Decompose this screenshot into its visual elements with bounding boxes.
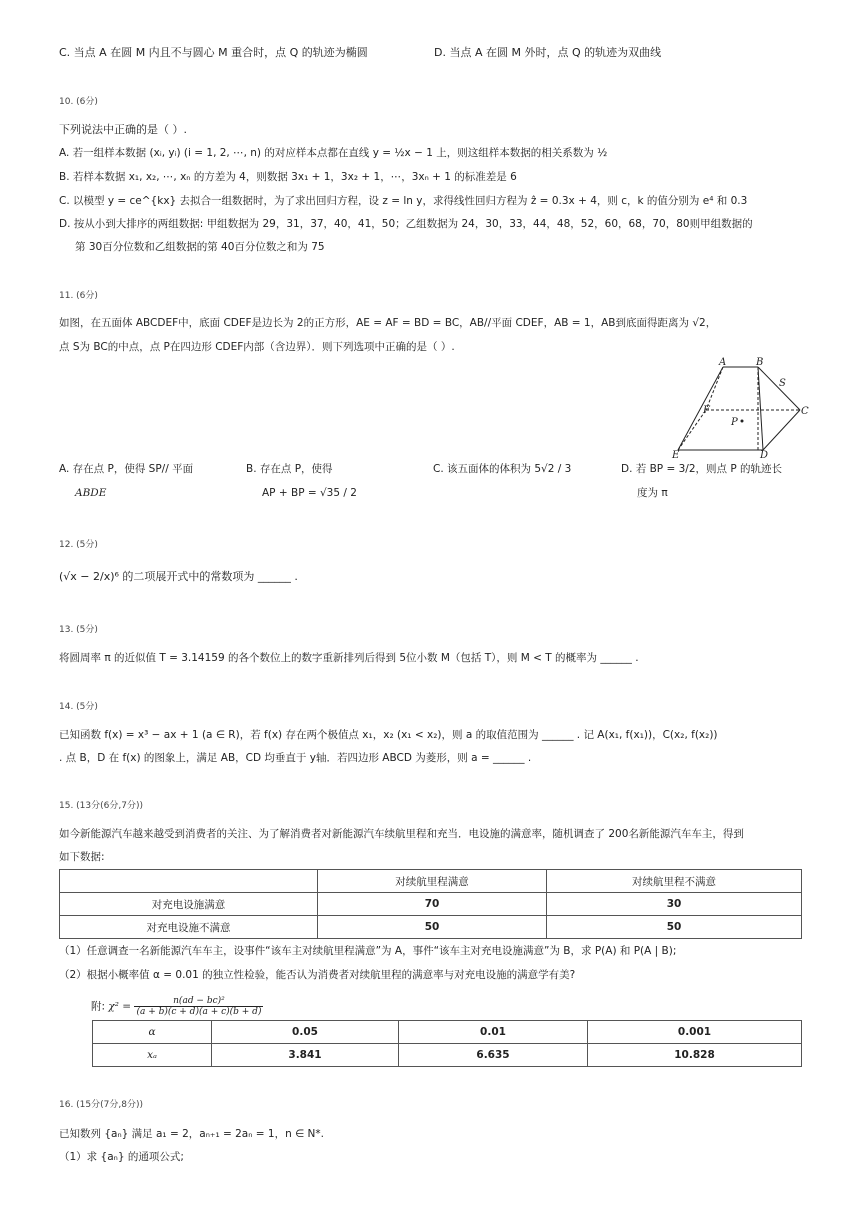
option-c-q9: C. 当点 A 在圆 M 内且不与圆心 M 重合时，点 Q 的轨迹为椭圆 bbox=[59, 46, 368, 59]
table-cell: 0.001 bbox=[588, 1021, 802, 1044]
q16-stem: 已知数列 {aₙ} 满足 a₁ = 2，aₙ₊₁ = 2aₙ = 1，n ∈ N*. bbox=[59, 1128, 325, 1140]
table-row bbox=[93, 1044, 802, 1067]
table-row bbox=[60, 916, 802, 939]
q11-stem-line2: 点 S为 BC的中点，点 P在四边形 CDEF内部（含边界）．则下列选项中正确的是（ ）. bbox=[59, 341, 455, 353]
table-cell: α bbox=[93, 1021, 212, 1044]
table-cell: xₐ bbox=[93, 1044, 212, 1067]
table-cell: 50 bbox=[547, 916, 802, 939]
q11-option-c: C. 该五面体的体积为 5√2 / 3 bbox=[433, 463, 572, 475]
q13-text: 将圆周率 π 的近似值 T = 3.14159 的各个数位上的数字重新排列后得到 5位小数 M（包括 T），则 M < T 的概率为 ______ . bbox=[59, 652, 639, 664]
table-header-cell: 对续航里程满意 bbox=[318, 870, 547, 893]
table-cell: 对充电设施满意 bbox=[60, 893, 318, 916]
q10-option-b: B. 若样本数据 x₁, x₂, ⋯, xₙ 的方差为 4，则数据 3x₁ + 1，3x₂ + 1，⋯，3xₙ + 1 的标准差是 6 bbox=[59, 171, 517, 183]
table-cell: 0.05 bbox=[212, 1021, 399, 1044]
q14-line1: 已知函数 f(x) = x³ − ax + 1 (a ∈ R)，若 f(x) 存在两个极值点 x₁，x₂ (x₁ < x₂)，则 a 的取值范围为 ______ . 记 A(x₁, f(x₁))，C(x₂, f(x₂)) bbox=[59, 729, 718, 741]
fig-label-c: C bbox=[801, 406, 809, 417]
table-cell: 70 bbox=[318, 893, 547, 916]
formula-lhs: χ² = bbox=[108, 1000, 132, 1013]
table-cell: 6.635 bbox=[399, 1044, 588, 1067]
q11-option-b-line1: B. 存在点 P，使得 bbox=[246, 463, 333, 475]
fig-label-s: S bbox=[779, 378, 786, 389]
pentahedron-figure bbox=[668, 355, 818, 460]
fig-label-e: E bbox=[672, 450, 680, 460]
fig-label-f: F bbox=[703, 405, 710, 416]
fig-label-d: D bbox=[760, 450, 769, 460]
q11-option-a-line2: ABDE bbox=[75, 487, 107, 499]
q11-option-d-line2: 度为 π bbox=[637, 487, 668, 499]
q15-critical-value-table bbox=[92, 1020, 802, 1067]
q16-part1: （1）求 {aₙ} 的通项公式; bbox=[59, 1151, 184, 1163]
q14-header: 14. (5分) bbox=[59, 702, 98, 712]
q12-header: 12. (5分) bbox=[59, 540, 98, 550]
q10-header: 10. (6分) bbox=[59, 97, 98, 107]
q16-header: 16. (15分(7分,8分)) bbox=[59, 1100, 143, 1110]
q10-option-d-line2: 第 30百分位数和乙组数据的第 40百分位数之和为 75 bbox=[75, 241, 325, 253]
q15-stem-line2: 如下数据: bbox=[59, 851, 105, 863]
q11-header: 11. (6分) bbox=[59, 291, 98, 301]
fig-label-p: P bbox=[731, 417, 738, 428]
table-cell: 10.828 bbox=[588, 1044, 802, 1067]
formula-numerator: n(ad − bc)² bbox=[134, 996, 263, 1007]
table-row bbox=[60, 870, 802, 893]
table-row bbox=[60, 893, 802, 916]
q11-option-b-line2: AP + BP = √35 / 2 bbox=[262, 487, 357, 499]
table-header-cell bbox=[60, 870, 318, 893]
q15-stem-line1: 如今新能源汽车越来越受到消费者的关注、为了解消费者对新能源汽车续航里程和充当．电设施的满意率，随机调查了 200名新能源汽车车主，得到 bbox=[59, 828, 744, 840]
q15-part2: （2）根据小概率值 α = 0.01 的独立性检验，能否认为消费者对续航里程的满意率与对充电设施的满意学有美? bbox=[59, 969, 576, 981]
q11-option-d-line1: D. 若 BP = 3/2，则点 P 的轨迹长 bbox=[621, 463, 783, 475]
table-cell: 50 bbox=[318, 916, 547, 939]
table-header-cell: 对续航里程不满意 bbox=[547, 870, 802, 893]
q10-option-d-line1: D. 按从小到大排序的两组数据: 甲组数据为 29，31，37，40，41，50；乙组数据为 24，30，33，44，48，52，60，68，70，80则甲组数据的 bbox=[59, 218, 753, 230]
table-row bbox=[93, 1021, 802, 1044]
fig-label-a: A bbox=[719, 357, 727, 368]
fig-label-b: B bbox=[756, 357, 764, 368]
formula-label: 附: bbox=[91, 1000, 106, 1013]
table-cell: 0.01 bbox=[399, 1021, 588, 1044]
formula-denominator: (a + b)(c + d)(a + c)(b + d) bbox=[136, 1007, 262, 1017]
q11-stem-line1: 如图，在五面体 ABCDEF中，底面 CDEF是边长为 2的正方形，AE = AF = BD = BC，AB//平面 CDEF，AB = 1，AB到底面得距离为 √2， bbox=[59, 317, 717, 329]
table-cell: 3.841 bbox=[212, 1044, 399, 1067]
q13-header: 13. (5分) bbox=[59, 625, 98, 635]
formula-fraction bbox=[134, 996, 263, 1017]
q11-option-a-line1: A. 存在点 P，使得 SP// 平面 bbox=[59, 463, 194, 475]
q10-option-a: A. 若一组样本数据 (xᵢ, yᵢ) (i = 1, 2, ⋯, n) 的对应样本点都在直线 y = ½x − 1 上，则这组样本数据的相关系数为 ½ bbox=[59, 147, 608, 159]
q15-part1: （1）任意调查一名新能源汽车车主，设事件“该车主对续航里程满意”为 A，事件“该车主对充电设施满意”为 B，求 P(A) 和 P(A | B); bbox=[59, 945, 677, 957]
table-cell: 对充电设施不满意 bbox=[60, 916, 318, 939]
q15-header: 15. (13分(6分,7分)) bbox=[59, 801, 143, 811]
q12-text: (√x − 2/x)⁶ 的二项展开式中的常数项为 ______ . bbox=[59, 570, 298, 583]
table-cell: 30 bbox=[547, 893, 802, 916]
q10-stem: 下列说法中正确的是（ ）. bbox=[59, 123, 187, 136]
option-d-q9: D. 当点 A 在圆 M 外时，点 Q 的轨迹为双曲线 bbox=[434, 46, 662, 59]
q15-formula bbox=[91, 996, 263, 1017]
q14-line2: . 点 B，D 在 f(x) 的图象上，满足 AB，CD 均垂直于 y轴．若四边形 ABCD 为菱形，则 a = ______ . bbox=[59, 752, 532, 764]
q15-data-table bbox=[59, 869, 802, 939]
q10-option-c: C. 以模型 y = ce^{kx} 去拟合一组数据时，为了求出回归方程，设 z = ln y，求得线性回归方程为 ẑ = 0.3x + 4，则 c，k 的值分别为 e⁴ 和 0.3 bbox=[59, 195, 748, 207]
